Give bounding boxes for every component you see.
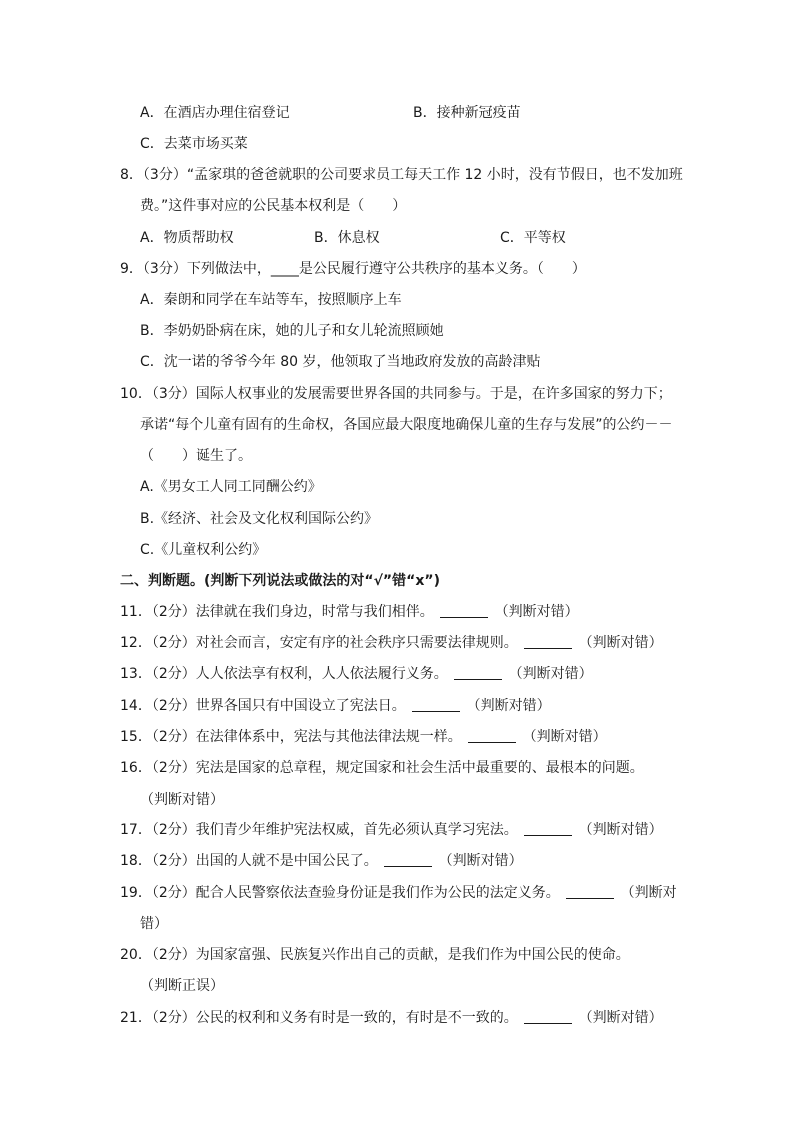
question-20 — [120, 945, 630, 965]
question-tail: （判断对错） — [438, 853, 523, 869]
question-tail: （判断对错） — [578, 635, 663, 651]
q8-stem-line2: 费。”这件事对应的公民基本权利是（ ） — [140, 198, 407, 214]
q7-option-b: B．接种新冠疫苗 — [413, 105, 521, 121]
question-text: 13．（2分）人人依法享有权利，人人依法履行义务。 — [120, 666, 448, 682]
q10-stem-line1: 10．（3分）国际人权事业的发展需要世界各国的共同参与。于是，在许多国家的努力下； — [120, 386, 672, 402]
question-text: 14．（2分）世界各国只有中国设立了宪法日。 — [120, 698, 406, 714]
answer-blank — [524, 821, 572, 836]
q10-option-a: A.《男女工人同工同酬公约》 — [140, 479, 322, 495]
question-19 — [120, 883, 677, 903]
question-text: 20．（2分）为国家富强、民族复兴作出自己的贡献，是我们作为中国公民的使命。 — [120, 947, 630, 963]
question-12 — [120, 633, 663, 653]
question-17 — [120, 820, 663, 840]
q10-option-b: B.《经济、社会及文化权利国际公约》 — [140, 511, 379, 527]
question-15 — [120, 727, 607, 747]
q9-stem: 9．（3分）下列做法中，____是公民履行遵守公共秩序的基本义务。（ ） — [120, 261, 586, 277]
question-text: 11．（2分）法律就在我们身边，时常与我们相伴。 — [120, 604, 434, 620]
q9-option-b: B．李奶奶卧病在床，她的儿子和女儿轮流照顾她 — [140, 323, 444, 339]
question-tail: （判断对错） — [578, 1010, 663, 1026]
question-tail: （判断对 — [620, 885, 677, 901]
answer-blank — [524, 1009, 572, 1024]
question-13 — [120, 664, 593, 684]
question-tail: （判断对错） — [508, 666, 593, 682]
q9-option-c: C．沈一诺的爷爷今年 80 岁，他领取了当地政府发放的高龄津贴 — [140, 354, 541, 370]
answer-blank — [440, 603, 488, 618]
answer-blank — [566, 884, 614, 899]
q7-option-c: C．去菜市场买菜 — [140, 136, 248, 152]
answer-blank — [384, 852, 432, 867]
q7-option-a: A．在酒店办理住宿登记 — [140, 105, 290, 121]
question-tail: （判断对错） — [140, 792, 224, 808]
q10-option-c: C.《儿童权利公约》 — [140, 542, 267, 558]
question-text: 18．（2分）出国的人就不是中国公民了。 — [120, 853, 378, 869]
question-tail: 错） — [140, 916, 168, 932]
answer-blank — [454, 665, 502, 680]
q10-stem-line3: （ ）诞生了。 — [140, 448, 252, 464]
question-tail: （判断对错） — [466, 698, 551, 714]
question-16-continuation — [140, 790, 224, 810]
q10-stem-line2: 承诺“每个儿童有固有的生命权，各国应最大限度地确保儿童的生存与发展”的公约－－ — [140, 417, 673, 433]
q8-stem-line1: 8．（3分）“孟家琪的爸爸就职的公司要求员工每天工作 12 小时，没有节假日，也不发加班 — [120, 167, 683, 183]
question-21 — [120, 1008, 663, 1028]
question-tail: （判断对错） — [522, 729, 607, 745]
q9-option-a: A．秦朗和同学在车站等车，按照顺序上车 — [140, 292, 402, 308]
question-text: 16．（2分）宪法是国家的总章程，规定国家和社会生活中最重要的、最根本的问题。 — [120, 760, 644, 776]
question-tail: （判断对错） — [578, 822, 663, 838]
question-16 — [120, 758, 644, 778]
q8-option-c: C．平等权 — [500, 230, 566, 246]
question-20-continuation — [140, 976, 224, 996]
answer-blank — [524, 634, 572, 649]
question-tail: （判断对错） — [494, 604, 579, 620]
q8-option-a: A．物质帮助权 — [140, 230, 234, 246]
q8-option-b: B．休息权 — [314, 230, 380, 246]
question-text: 21．（2分）公民的权利和义务有时是一致的，有时是不一致的。 — [120, 1010, 518, 1026]
answer-blank — [468, 728, 516, 743]
question-text: 17．（2分）我们青少年维护宪法权威，首先必须认真学习宪法。 — [120, 822, 518, 838]
answer-blank — [412, 697, 460, 712]
question-14 — [120, 696, 551, 716]
question-tail: （判断正误） — [140, 978, 224, 994]
question-text: 12．（2分）对社会而言，安定有序的社会秩序只需要法律规则。 — [120, 635, 518, 651]
question-text: 19．（2分）配合人民警察依法查验身份证是我们作为公民的法定义务。 — [120, 885, 560, 901]
question-19-continuation — [140, 914, 168, 934]
question-text: 15．（2分）在法律体系中，宪法与其他法律法规一样。 — [120, 729, 462, 745]
question-11 — [120, 602, 579, 622]
section-heading-judgement: 二、判断题。(判断下列说法或做法的对“√”错“x”) — [120, 573, 440, 589]
question-18 — [120, 851, 523, 871]
